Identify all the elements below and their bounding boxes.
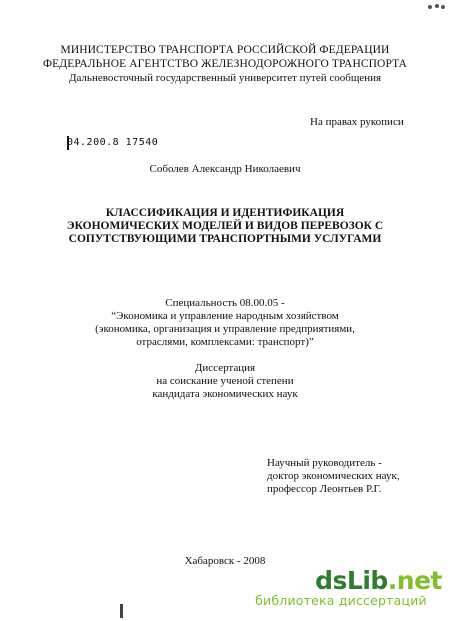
scan-mark <box>120 604 123 618</box>
manuscript-note: На правах рукописи <box>310 116 404 128</box>
degree-line: Диссертация <box>194 362 256 374</box>
author-name: Соболев Александр Николаевич <box>149 163 301 175</box>
degree-line: кандидата экономических наук <box>152 388 298 400</box>
watermark-logo-part: .net <box>387 566 442 595</box>
supervisor-line: профессор Леонтьев Р.Г. <box>267 483 382 495</box>
supervisor-block <box>267 457 400 496</box>
supervisor-line: Научный руководитель - <box>267 457 382 469</box>
title-line: ЭКОНОМИЧЕСКИХ МОДЕЛЕЙ И ВИДОВ ПЕРЕВОЗОК С <box>66 220 384 232</box>
degree-line: на соискание ученой степени <box>156 375 294 387</box>
dissertation-title <box>0 207 450 246</box>
city-year: Хабаровск - 2008 <box>184 555 266 567</box>
title-line: СОПУТСТВУЮЩИМИ ТРАНСПОРТНЫМИ УСЛУГАМИ <box>68 233 382 245</box>
ministry-name: МИНИСТЕРСТВО ТРАНСПОРТА РОССИЙСКОЙ ФЕДЕРАЦИИ <box>60 44 390 56</box>
university-name: Дальневосточный государственный университет путей сообщения <box>68 72 382 84</box>
agency-name: ФЕДЕРАЛЬНОЕ АГЕНТСТВО ЖЕЛЕЗНОДОРОЖНОГО ТРАНСПОРТА <box>42 58 408 70</box>
title-line: КЛАССИФИКАЦИЯ И ИДЕНТИФИКАЦИЯ <box>105 207 345 219</box>
specialty-line: “Экономика и управление народным хозяйством <box>111 310 339 322</box>
supervisor-line: доктор экономических наук, <box>267 470 400 482</box>
scan-mark <box>428 4 446 10</box>
watermark-logo <box>255 567 442 594</box>
watermark[interactable] <box>255 567 442 608</box>
watermark-subtitle: библиотека диссертаций <box>255 593 427 608</box>
degree-block <box>0 362 450 401</box>
specialty-line: отраслями, комплексами: транспорт)” <box>136 336 314 348</box>
specialty-block <box>0 297 450 349</box>
specialty-line: (экономика, организация и управление предприятиями, <box>95 323 355 335</box>
header <box>0 43 450 85</box>
author-block <box>0 163 450 176</box>
watermark-logo-part: dsLib <box>315 566 388 595</box>
specialty-line: Специальность 08.00.05 - <box>165 297 285 309</box>
stamp-number: 04.200.8 17540 <box>67 137 159 148</box>
